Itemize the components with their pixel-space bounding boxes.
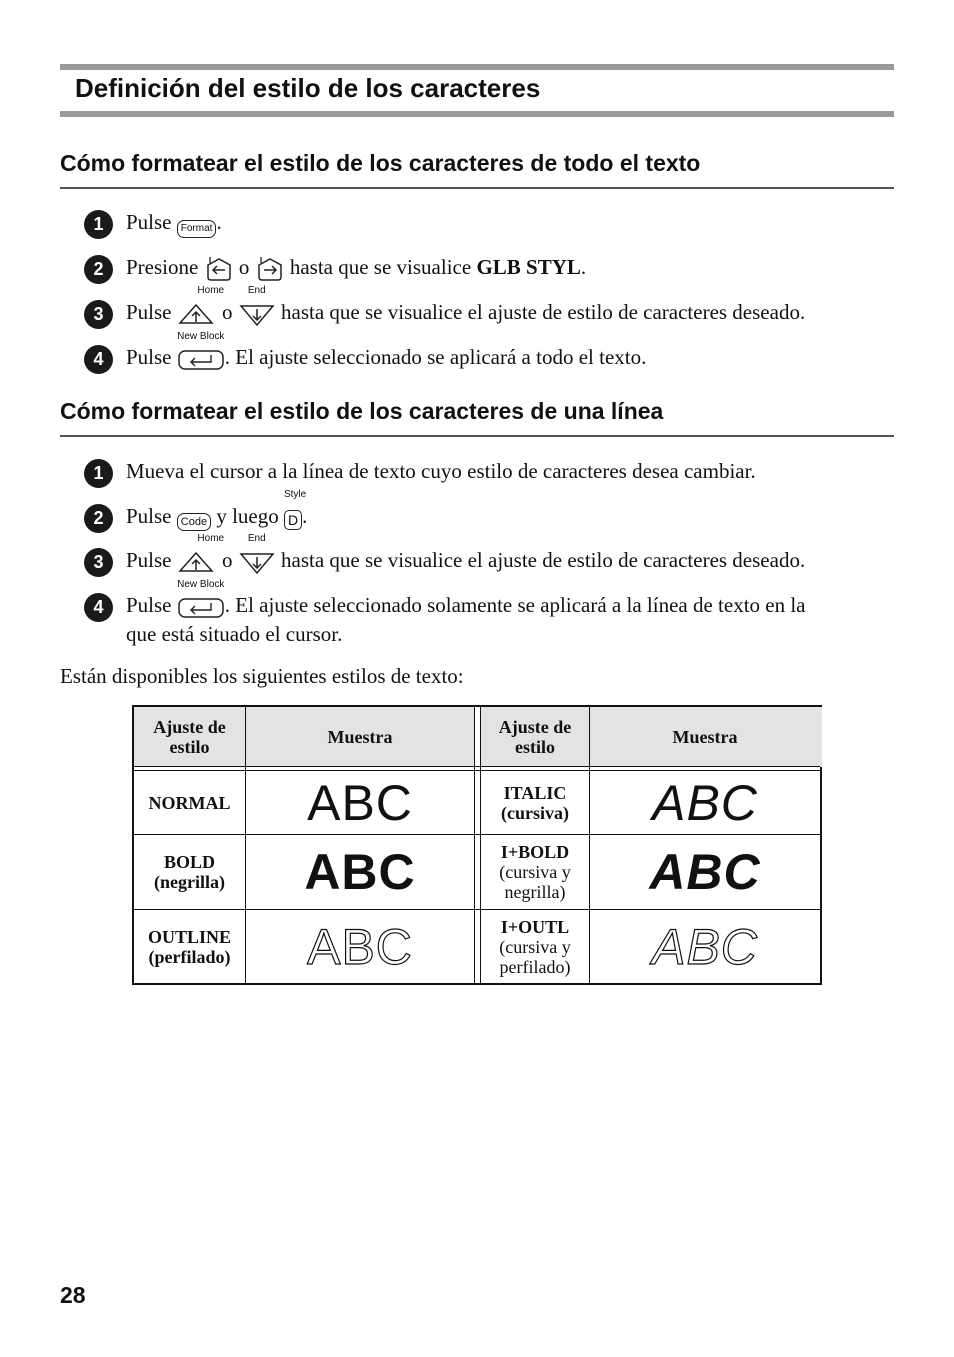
- style-name-ioutl: I+OUTL (cursiva y perfilado): [499, 916, 571, 977]
- right-arrow-key-icon: [255, 255, 285, 283]
- step-number: 3: [84, 548, 113, 577]
- format-key-icon: Format: [177, 210, 217, 239]
- left-arrow-key-icon: [204, 255, 234, 283]
- section-band-bottom: [60, 111, 894, 117]
- sample-italic-bold: ABC: [649, 844, 761, 900]
- step-number: 1: [84, 459, 113, 488]
- code-key-icon: Code: [177, 504, 211, 533]
- header-sample: Muestra: [327, 726, 393, 747]
- styles-table: [132, 705, 822, 985]
- page-number: 28: [60, 1282, 86, 1308]
- section-title: Definición del estilo de los caracteres: [75, 73, 541, 103]
- sample-outline: ABC: [307, 918, 413, 975]
- enter-key-icon: New Block: [177, 594, 225, 620]
- style-name-italic: ITALIC (cursiva): [501, 782, 569, 823]
- header-style-setting: Ajuste de estilo: [153, 716, 226, 757]
- sample-normal: ABC: [307, 774, 413, 831]
- down-arrow-key-icon: End: [238, 548, 276, 576]
- step-number: 2: [84, 504, 113, 533]
- up-arrow-key-icon: Home: [177, 548, 217, 576]
- style-d-key-icon: Style D: [283, 488, 307, 528]
- subsection-rule: [60, 435, 894, 437]
- header-sample: Muestra: [672, 726, 738, 747]
- sample-bold: ABC: [304, 844, 416, 900]
- subsection-title-one-line: Cómo formatear el estilo de los caracteres de una línea: [60, 398, 664, 424]
- down-arrow-key-icon: End: [238, 300, 276, 328]
- step-number: 1: [84, 210, 113, 239]
- subsection-rule: [60, 187, 894, 189]
- step-number: 2: [84, 255, 113, 284]
- sample-italic: ABC: [652, 774, 758, 831]
- subsection-title-all-text: Cómo formatear el estilo de los caracteres de todo el texto: [60, 150, 701, 176]
- style-name-ibold: I+BOLD (cursiva y negrilla): [499, 842, 571, 902]
- style-name-bold: BOLD (negrilla): [154, 852, 225, 892]
- style-name-normal: NORMAL: [148, 792, 231, 813]
- step-number: 4: [84, 345, 113, 374]
- intro-text: Están disponibles los siguientes estilos de texto:: [60, 664, 464, 688]
- style-name-outline: OUTLINE (perfilado): [147, 926, 232, 967]
- step-number: 3: [84, 300, 113, 329]
- up-arrow-key-icon: Home: [177, 300, 217, 328]
- header-style-setting: Ajuste de estilo: [498, 716, 572, 757]
- sample-italic-outline: ABC: [652, 918, 758, 975]
- enter-key-icon: New Block: [177, 346, 225, 372]
- step-number: 4: [84, 593, 113, 622]
